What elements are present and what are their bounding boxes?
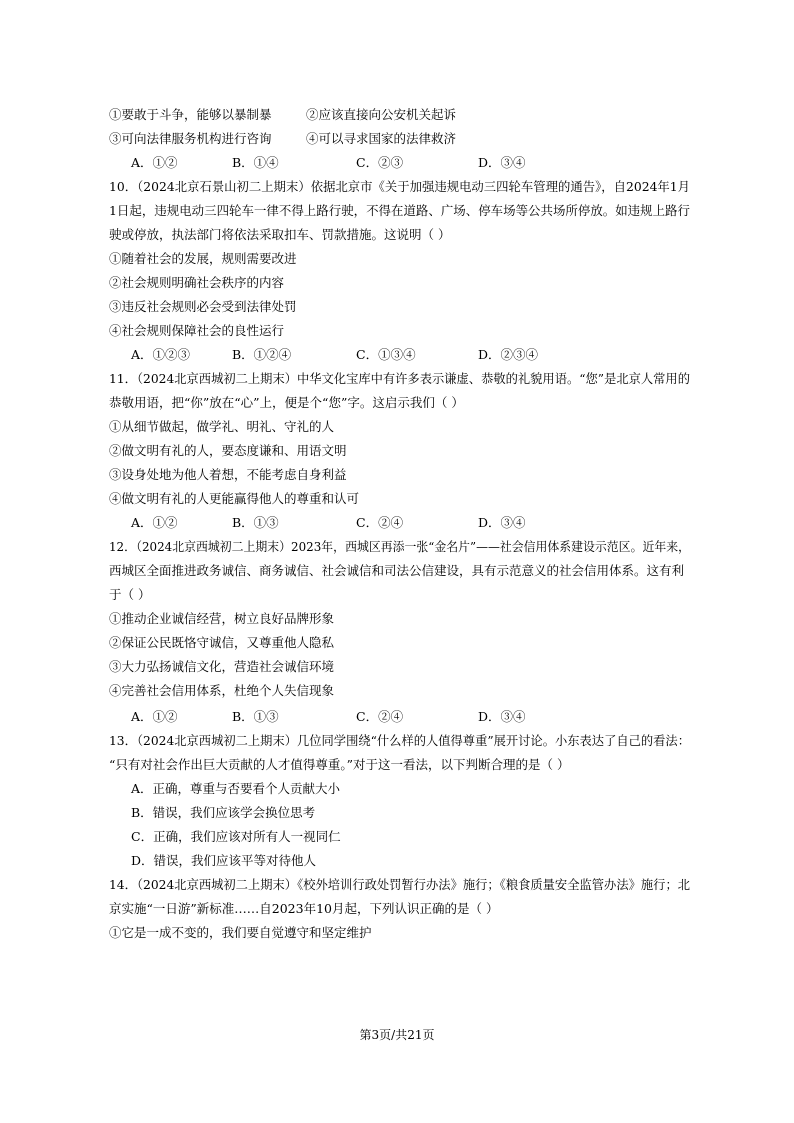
q12-option-c: C．②④ xyxy=(356,709,404,724)
q12-stem-line-3: 于（ ） xyxy=(109,587,151,602)
q9-option-d: D．③④ xyxy=(478,155,526,170)
q11-item-2: ②做文明有礼的人，要态度谦和、用语文明 xyxy=(109,443,347,458)
q13-choice-c: C．正确，我们应该对所有人一视同仁 xyxy=(131,829,341,844)
q9-item-4: ④可以寻求国家的法律救济 xyxy=(306,131,457,146)
q13-choice-a: A．正确，尊重与否要看个人贡献大小 xyxy=(131,781,341,796)
q12-item-1: ①推动企业诚信经营，树立良好品牌形象 xyxy=(109,611,335,626)
q12-stem-line-2: 西城区全面推进政务诚信、商务诚信、社会诚信和司法公信建设，具有示范意义的社会信用体系。这有利 xyxy=(109,563,685,578)
q11-option-b: B．①③ xyxy=(232,515,279,530)
q12-option-d: D．③④ xyxy=(478,709,526,724)
q9-option-b: B．①④ xyxy=(232,155,279,170)
q13-stem-line-1: 13．（2024北京西城初二上期末）几位同学围绕“什么样的人值得尊重”展开讨论。小东表达了自己的看法： xyxy=(109,733,690,748)
q9-option-a: A．①② xyxy=(131,155,178,170)
q10-option-d: D．②③④ xyxy=(478,347,539,362)
q13-stem-line-2: “只有对社会作出巨大贡献的人才值得尊重。”对于这一看法，以下判断合理的是（ ） xyxy=(109,757,570,772)
q14-item-1: ①它是一成不变的，我们要自觉遵守和坚定维护 xyxy=(109,925,372,940)
q10-stem-line-1: 10．（2024北京石景山初二上期末）依据北京市《关于加强违规电动三四轮车管理的通告》，自2024年1月 xyxy=(109,179,691,194)
q11-option-a: A．①② xyxy=(131,515,178,530)
q11-item-4: ④做文明有礼的人更能赢得他人的尊重和认可 xyxy=(109,491,360,506)
q9-item-1: ①要敢于斗争，能够以暴制暴 xyxy=(109,107,272,122)
q12-item-3: ③大力弘扬诚信文化，营造社会诚信环境 xyxy=(109,659,335,674)
q12-option-b: B．①③ xyxy=(232,709,279,724)
q10-stem-line-2: 1日起，违规电动三四轮车一律不得上路行驶，不得在道路、广场、停车场等公共场所停放。如违规上路行 xyxy=(109,203,690,218)
q10-option-c: C．①③④ xyxy=(356,347,416,362)
q11-item-3: ③设身处地为他人着想，不能考虑自身利益 xyxy=(109,467,347,482)
q11-item-1: ①从细节做起，做学礼、明礼、守礼的人 xyxy=(109,419,335,434)
q10-option-b: B．①②④ xyxy=(232,347,292,362)
q11-option-d: D．③④ xyxy=(478,515,526,530)
q14-stem-line-2: 京实施“一日游”新标准……自2023年10月起，下列认识正确的是（ ） xyxy=(109,901,499,916)
q11-option-c: C．②④ xyxy=(356,515,404,530)
q11-stem-line-1: 11．（2024北京西城初二上期末）中华文化宝库中有许多表示谦虚、恭敬的礼貌用语。“您”是北京人常用的 xyxy=(109,371,690,386)
q10-item-4: ④社会规则保障社会的良性运行 xyxy=(109,323,285,338)
q10-item-3: ③违反社会规则必会受到法律处罚 xyxy=(109,299,297,314)
q12-stem-line-1: 12．（2024北京西城初二上期末）2023年，西城区再添一张“金名片”——社会信用体系建设示范区。近年来， xyxy=(109,539,690,554)
q12-item-4: ④完善社会信用体系，杜绝个人失信现象 xyxy=(109,683,335,698)
q9-item-3: ③可向法律服务机构进行咨询 xyxy=(109,131,272,146)
q12-item-2: ②保证公民既恪守诚信，又尊重他人隐私 xyxy=(109,635,335,650)
q10-item-2: ②社会规则明确社会秩序的内容 xyxy=(109,275,285,290)
q13-choice-b: B．错误，我们应该学会换位思考 xyxy=(131,805,316,820)
page-number-footer: 第3页/共21页 xyxy=(359,1028,435,1042)
q12-option-a: A．①② xyxy=(131,709,178,724)
q13-choice-d: D．错误，我们应该平等对待他人 xyxy=(131,853,317,868)
q10-item-1: ①随着社会的发展，规则需要改进 xyxy=(109,251,297,266)
q10-stem-line-3: 驶或停放，执法部门将依法采取扣车、罚款措施。这说明（ ） xyxy=(109,227,451,242)
q14-stem-line-1: 14．（2024北京西城初二上期末）《校外培训行政处罚暂行办法》施行；《粮食质量安全监管办法》施行；北 xyxy=(109,877,691,892)
q10-option-a: A．①②③ xyxy=(131,347,191,362)
q11-stem-line-2: 恭敬用语，把“你”放在“心”上，便是个“您”字。这启示我们（ ） xyxy=(109,395,464,410)
q9-option-c: C．②③ xyxy=(356,155,404,170)
q9-item-2: ②应该直接向公安机关起诉 xyxy=(306,107,457,122)
